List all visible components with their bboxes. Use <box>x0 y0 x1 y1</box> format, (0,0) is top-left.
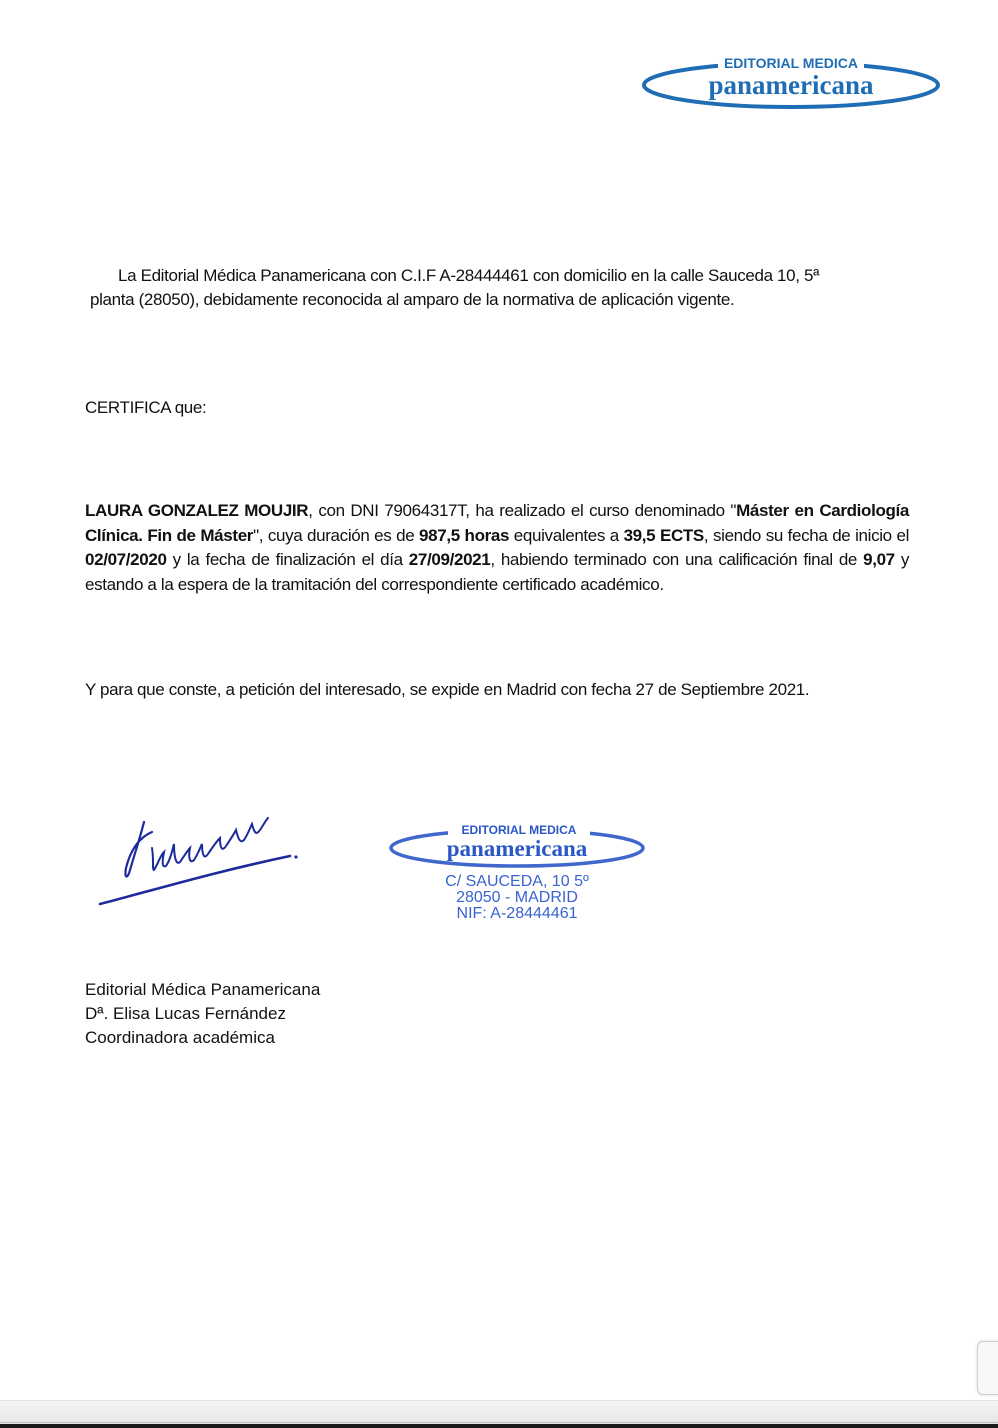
window-edge <box>0 1424 998 1428</box>
course-name: Máster en Cardiología Clínica. Fin de Máster <box>85 501 909 545</box>
certification-paragraph <box>85 499 909 597</box>
end-date: 27/09/2021 <box>408 550 491 569</box>
body-text: , habiendo terminado con una calificación final de <box>490 550 864 569</box>
body-text: equivalentes a <box>509 525 624 545</box>
company-stamp <box>386 820 648 930</box>
stamp-city: 28050 - MADRID <box>456 889 578 906</box>
start-date: 02/07/2020 <box>85 550 167 569</box>
signatory-org: Editorial Médica Panamericana <box>85 980 321 999</box>
body-text: y la fecha de finalización el día <box>166 550 409 569</box>
final-grade: 9,07 <box>863 550 895 569</box>
signature <box>94 808 304 912</box>
body-text: , siendo su fecha de inicio el <box>703 525 909 545</box>
certifica-heading: CERTIFICA que: <box>85 398 207 417</box>
intro-line-2: planta (28050), debidamente reconocida al amparo de la normativa de aplicación vigente. <box>90 290 735 309</box>
body-text: y estando a la espera de la tramitación del correspondiente certificado académico. <box>85 550 909 594</box>
signatory-role: Coordinadora académica <box>85 1028 275 1047</box>
course-ects: 39,5 ECTS <box>623 525 704 545</box>
student-name: LAURA GONZALEZ MOUJIR <box>85 501 309 520</box>
stamp-address: C/ SAUCEDA, 10 5º <box>445 873 589 890</box>
stamp-main-text: panamericana <box>446 836 588 861</box>
body-text: , con DNI 79064317T, ha realizado el curso denominado " <box>308 501 737 520</box>
publisher-logo <box>640 52 942 112</box>
closing-statement: Y para que conste, a petición del interesado, se expide en Madrid con fecha 27 de Septiembre 2021. <box>85 680 810 699</box>
stamp-top-text: EDITORIAL MEDICA <box>461 823 577 837</box>
viewer-side-handle[interactable] <box>977 1341 998 1395</box>
divider <box>0 1422 998 1423</box>
course-hours: 987,5 horas <box>419 525 510 545</box>
logo-main-text: panamericana <box>708 70 874 100</box>
logo-top-text: EDITORIAL MEDICA <box>723 55 859 71</box>
viewer-bottom-bar <box>0 1400 998 1424</box>
intro-line-1: La Editorial Médica Panamericana con C.I.F A-28444461 con domicilio en la calle Sauceda 10, 5ª <box>118 266 820 285</box>
body-text: ", cuya duración es de <box>253 525 420 545</box>
stamp-nif: NIF: A-28444461 <box>456 905 578 922</box>
signatory-name: Dª. Elisa Lucas Fernández <box>85 1004 286 1023</box>
